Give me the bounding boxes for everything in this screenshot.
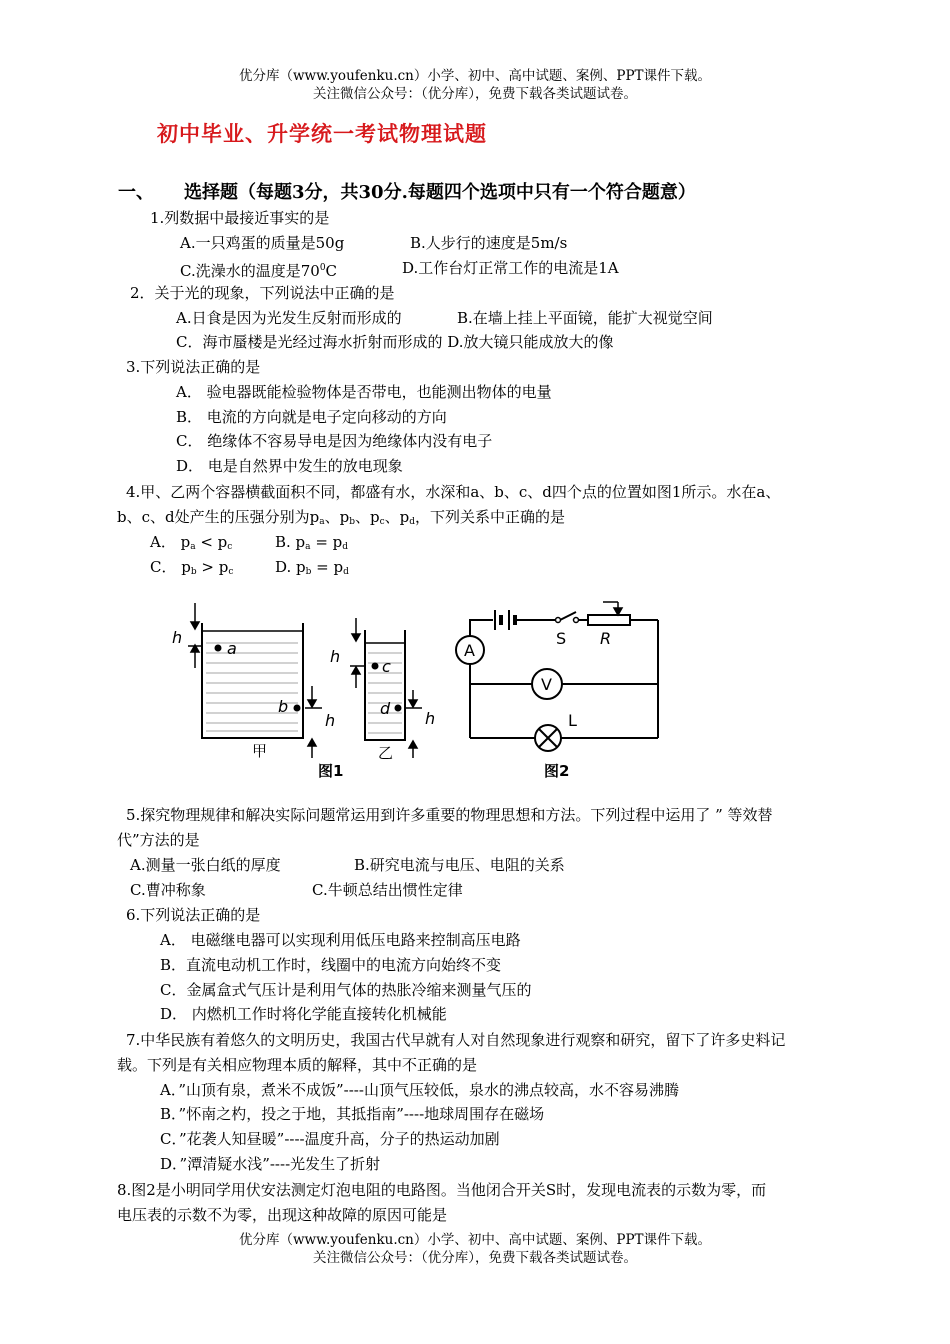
fig1-h-a: h — [172, 628, 183, 647]
fig1-label-c: c — [382, 657, 391, 676]
lamp-symbol — [535, 725, 561, 751]
point-a — [215, 645, 222, 652]
fig2-label-rheostat: R — [600, 629, 612, 648]
fig2-label-ammeter: A — [464, 641, 475, 660]
fig1-label-d: d — [380, 699, 391, 718]
fig1-h-c: h — [330, 647, 341, 666]
q6-stem: 6.下列说法正确的是 — [126, 906, 261, 924]
q8-line-1: 8.图2是小明同学用伏安法测定灯泡电阻的电路图。当他闭合开关S时，发现电流表的示数为零，而 — [117, 1181, 767, 1199]
q7-line-1: 7.中华民族有着悠久的文明历史，我国古代早就有人对自然现象进行观察和研究，留下了许多史料记 — [126, 1031, 786, 1049]
q5-option-c: C.曹冲称象 — [130, 881, 206, 899]
section-heading — [118, 180, 696, 206]
q5-line-1: 5.探究物理规律和解决实际问题常运用到许多重要的物理思想和方法。下列过程中运用了 ” 等效替 — [126, 806, 773, 824]
q3-option-c: C． 绝缘体不容易导电是因为绝缘体内没有电子 — [176, 432, 493, 450]
point-c — [372, 663, 379, 670]
rheostat-symbol — [588, 615, 630, 625]
q5-option-d: C.牛顿总结出惯性定律 — [312, 881, 463, 899]
q4-line-2: b、c、d处产生的压强分别为$p_a$、$p_b$、$p_c$、$p_d$，下列关系中正确的是 — [117, 508, 566, 527]
q4-option-b: B. $p_a = p_d$ — [275, 533, 349, 552]
q7-option-d: D．”潭清疑水浅”----光发生了折射 — [160, 1155, 381, 1173]
q5-line-2: 代”方法的是 — [117, 831, 200, 849]
q6-option-c: C．金属盒式气压计是利用气体的热胀冷缩来测量气压的 — [160, 981, 532, 999]
q4-line-1: 4.甲、乙两个容器横截面积不同，都盛有水，水深和a、b、c、d四个点的位置如图1所示。水在a、 — [126, 483, 781, 501]
footer-line-2: 关注微信公众号：（优分库），免费下载各类试题试卷。 — [313, 1250, 637, 1266]
q1-option-c-pre: C.洗澡水的温度是70 — [180, 262, 320, 280]
q7-line-2: 载。下列是有关相应物理本质的解释，其中不正确的是 — [117, 1056, 478, 1074]
q4-line-2-post: ，下列关系中正确的是 — [415, 508, 566, 526]
q6-option-b: B．直流电动机工作时，线圈中的电流方向始终不变 — [160, 956, 502, 974]
fig1-label-a: a — [227, 639, 237, 658]
fig1-caption: 图1 — [318, 762, 344, 780]
fig2-caption: 图2 — [544, 762, 570, 780]
header-line-2: 关注微信公众号：（优分库），免费下载各类试题试卷。 — [313, 86, 637, 102]
q1-option-c — [180, 258, 337, 281]
q1-option-b: B.人步行的速度是5m/s — [410, 234, 568, 252]
header-line-1: 优分库（www.youfenku.cn）小学、初中、高中试题、案例、PPT课件下载。 — [238, 68, 712, 84]
water-hatch-jia — [206, 643, 298, 731]
q6-option-a: A． 电磁继电器可以实现利用低压电路来控制高压电路 — [160, 931, 521, 949]
q2-option-cd: C．海市蜃楼是光经过海水折射而形成的 D.放大镜只能成放大的像 — [176, 333, 614, 351]
q7-option-c: C．”花袭人知昼暖”----温度升高，分子的热运动加剧 — [160, 1130, 500, 1148]
container-yi — [365, 630, 405, 740]
q1-option-c-sup: 0 — [319, 263, 326, 273]
container-jia — [202, 623, 303, 738]
q2-stem: 2．关于光的现象，下列说法中正确的是 — [130, 284, 395, 302]
section-number: 一、 — [118, 182, 154, 203]
q5-option-b: B.研究电流与电压、电阻的关系 — [354, 856, 565, 874]
point-b — [294, 705, 301, 712]
q2-option-a: A.日食是因为光发生反射而形成的 — [176, 309, 402, 327]
q4-option-a: A． $p_a < p_c$ — [150, 533, 233, 552]
q3-option-b: B． 电流的方向就是电子定向移动的方向 — [176, 408, 447, 426]
fig1-label-b: b — [278, 697, 289, 716]
q4-option-d: D. $p_b = p_d$ — [275, 558, 349, 577]
figure-1 — [160, 598, 450, 788]
footer-line-1: 优分库（www.youfenku.cn）小学、初中、高中试题、案例、PPT课件下载。 — [238, 1232, 712, 1248]
q1-option-d: D.工作台灯正常工作的电流是1A — [402, 259, 619, 277]
fig2-label-lamp: L — [568, 711, 577, 730]
q1-option-c-post: C — [325, 262, 338, 280]
fig1-h-d: h — [425, 709, 436, 728]
q4-option-c: C． $p_b > p_c$ — [150, 558, 234, 577]
q3-option-d: D． 电是自然界中发生的放电现象 — [176, 457, 403, 475]
fig2-label-voltmeter: V — [541, 675, 552, 694]
q8-line-2: 电压表的示数不为零，出现这种故障的原因可能是 — [117, 1206, 448, 1224]
q1-option-a: A.一只鸡蛋的质量是50g — [180, 234, 345, 252]
q3-option-a: A． 验电器既能检验物体是否带电，也能测出物体的电量 — [176, 383, 552, 401]
q7-option-a: A．”山顶有泉，煮米不成饭”----山顶气压较低，泉水的沸点较高，水不容易沸腾 — [160, 1081, 679, 1099]
q6-option-d: D． 内燃机工作时将化学能直接转化机械能 — [160, 1005, 447, 1023]
figure-2 — [448, 598, 668, 788]
q4-line-2-pre: b、c、d处产生的压强分别为p — [117, 508, 320, 526]
point-d — [395, 705, 402, 712]
page-title: 初中毕业、升学统一考试物理试题 — [157, 121, 487, 146]
fig2-label-switch: S — [556, 629, 567, 648]
fig1-label-jia: 甲 — [252, 742, 268, 760]
q5-option-a: A.测量一张白纸的厚度 — [130, 856, 281, 874]
fig1-label-yi: 乙 — [378, 744, 394, 762]
q2-option-b: B.在墙上挂上平面镜，能扩大视觉空间 — [457, 309, 713, 327]
battery-symbol — [495, 610, 515, 630]
q7-option-b: B．”怀南之杓，投之于地，其抵指南”----地球周围存在磁场 — [160, 1105, 545, 1123]
fig1-h-b: h — [325, 711, 336, 730]
section-text: 选择题（每题3分，共30分.每题四个选项中只有一个符合题意） — [184, 182, 696, 203]
q3-stem: 3.下列说法正确的是 — [126, 358, 261, 376]
q1-stem: 1.列数据中最接近事实的是 — [150, 209, 330, 227]
